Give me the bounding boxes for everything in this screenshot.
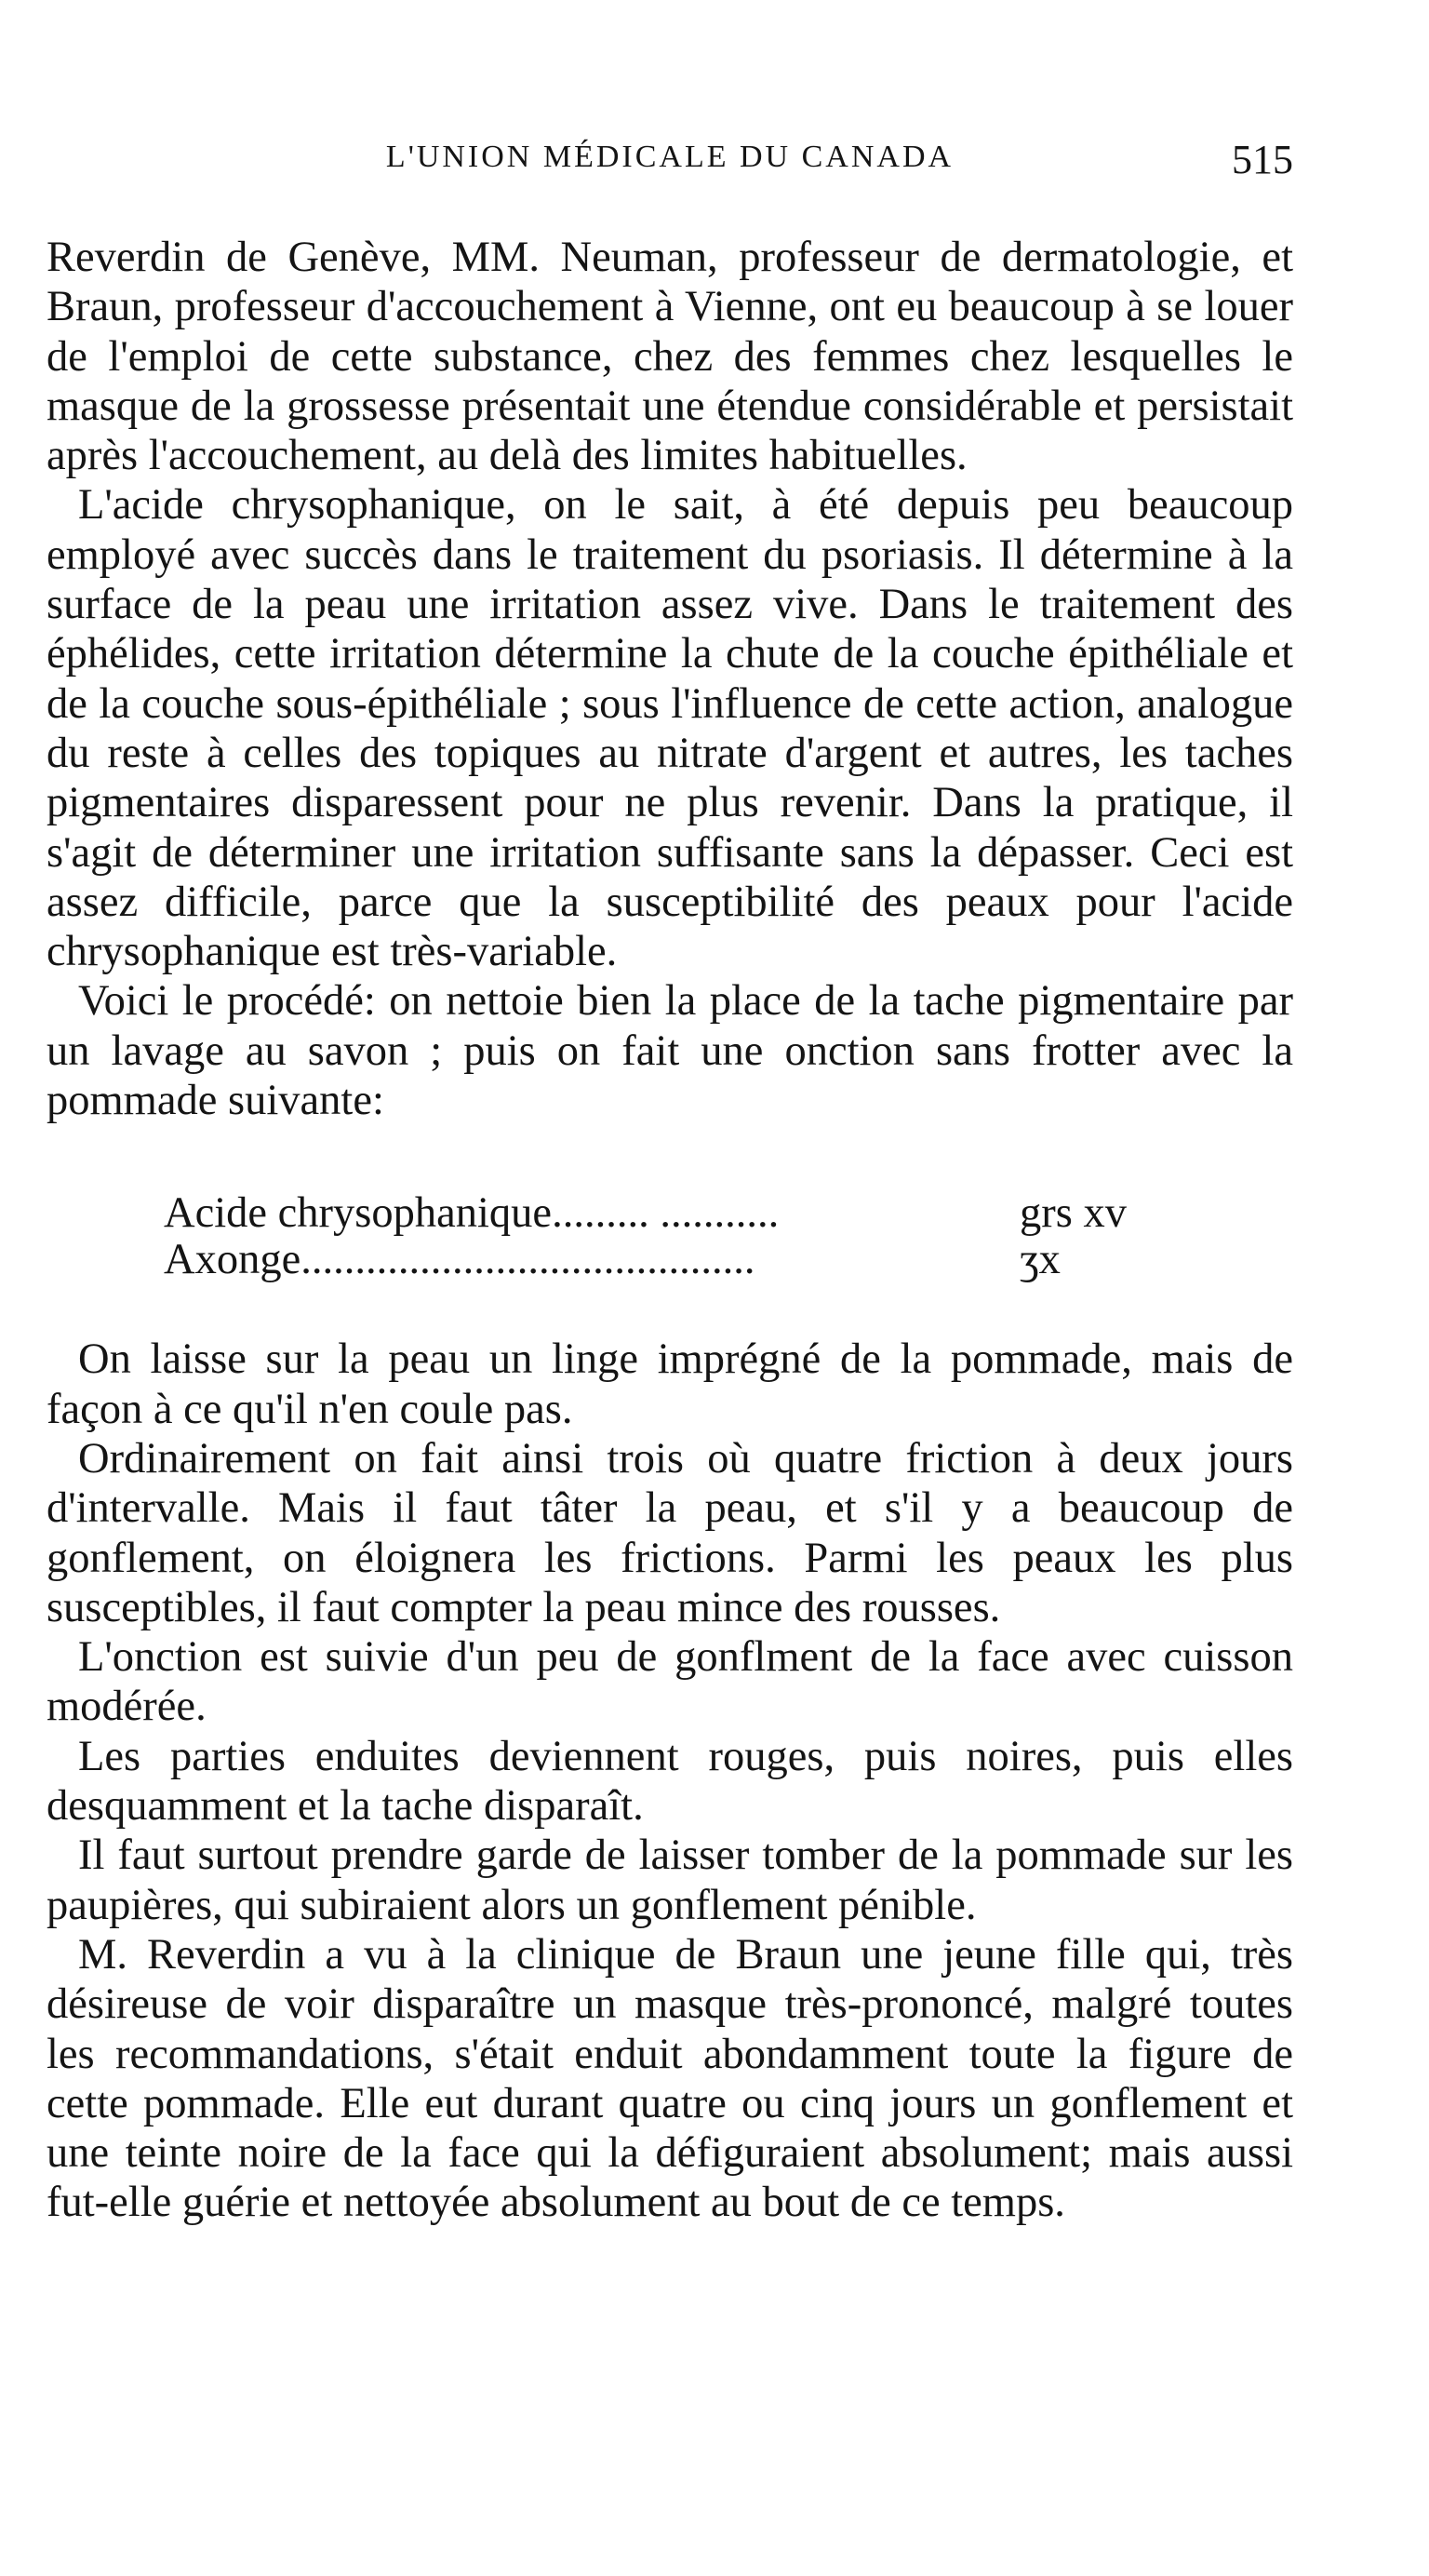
recipe-ingredient: Acide chrysophanique......... ........... [164,1190,780,1238]
page-number: 515 [1232,137,1293,182]
paragraph: Il faut surtout prendre garde de laisser tomber de la pommade sur les paupières, qui subiraient alors un gonflement pénible. [47,1831,1293,1929]
recipe-ingredient: Axonge.......................................... [164,1237,755,1284]
recipe-quantity: ʒx [1020,1236,1061,1284]
running-head: L'UNION MÉDICALE DU CANADA [385,140,955,174]
paragraph: Les parties enduites deviennent rouges, puis noires, puis elles desquamment et la tache disparaît. [47,1732,1293,1831]
paragraph: M. Reverdin a vu à la clinique de Braun une jeune fille qui, très désireuse de voir disparaître un masque très-prononcé, malgré toutes les recommandations, s'était enduit abondamment toute la figure de cette pommade. Elle eut durant quatre ou cinq jours un gonflement et une teinte noire de la face qui la défiguraient absolument; mais aussi fut-elle guérie et nettoyée absolument au bout de ce temps. [47,1930,1293,2227]
paragraph: Ordinairement on fait ainsi trois où quatre friction à deux jours d'intervalle. Mais il faut tâter la peau, et s'il y a beaucoup de gonflement, on éloignera les frictions. Parmi les peaux les plus susceptibles, il faut compter la peau mince des rousses. [47,1434,1293,1631]
recipe-quantity: grs xv [1020,1189,1127,1238]
paragraph: On laisse sur la peau un linge imprégné de la pommade, mais de façon à ce qu'il n'en coule pas. [47,1335,1293,1433]
recipe-row [47,1237,1293,1283]
recipe-list [47,1190,1293,1283]
paragraph: L'onction est suivie d'un peu de gonflment de la face avec cuisson modérée. [47,1633,1293,1731]
page-header [47,137,1293,195]
recipe-row [47,1190,1293,1237]
article-body [47,233,1293,2228]
paragraph: L'acide chrysophanique, on le sait, à été depuis peu beaucoup employé avec succès dans le traitement du psoriasis. Il détermine à la surface de la peau une irritation assez vive. Dans le traitement des éphélides, cette irritation détermine la chute de la couche épithéliale et de la couche sous-épithéliale ; sous l'influence de cette action, analogue du reste à celles des topiques au nitrate d'argent et autres, les taches pigmentaires disparessent pour ne plus revenir. Dans la pratique, il s'agit de déterminer une irritation suffisante sans la dépasser. Ceci est assez difficile, parce que la susceptibilité des peaux pour l'acide chrysophanique est très-variable. [47,481,1293,976]
paragraph: Reverdin de Genève, MM. Neuman, professeur de dermatologie, et Braun, professeur d'accouchement à Vienne, ont eu beaucoup à se louer de l'emploi de cette substance, chez des femmes chez lesquelles le masque de la grossesse présentait une étendue considérable et persistait après l'accouchement, au delà des limites habituelles. [47,234,1293,480]
paragraph: Voici le procédé: on nettoie bien la place de la tache pigmentaire par un lavage au savon ; puis on fait une onction sans frotter avec la pommade suivante: [47,977,1293,1125]
